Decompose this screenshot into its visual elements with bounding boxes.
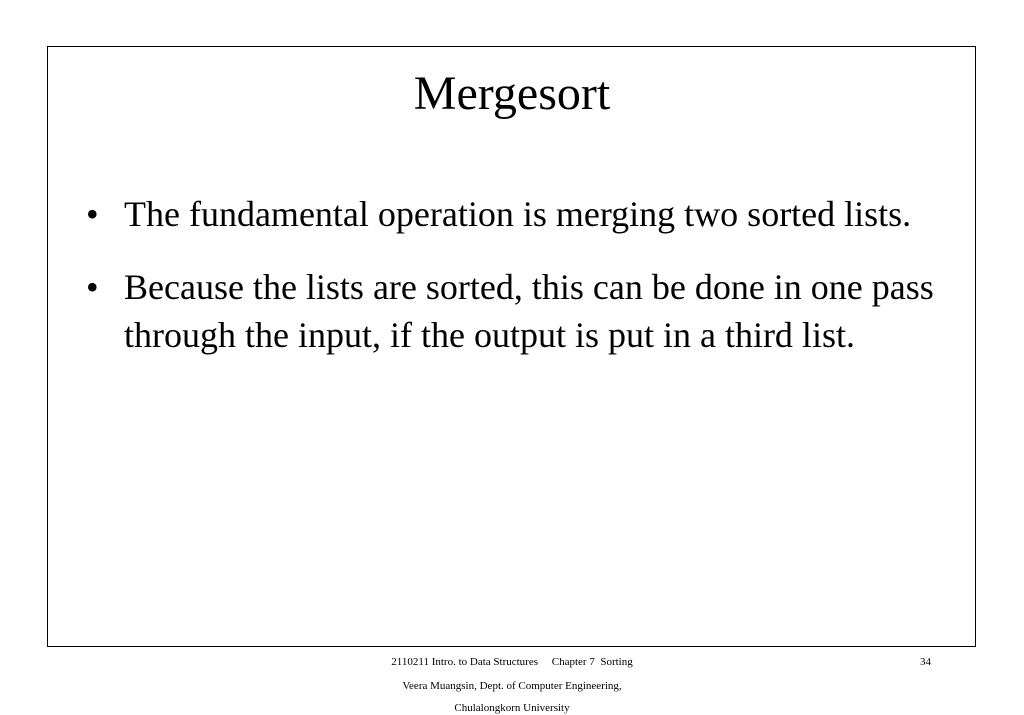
- slide-title: Mergesort: [413, 67, 611, 120]
- bullet-marker: •: [86, 267, 99, 307]
- bullet-text: Because the lists are sorted, this can be done in one pass through the input, if the output is put in a third list.: [124, 267, 934, 355]
- bullet-text: The fundamental operation is merging two sorted lists.: [124, 194, 912, 234]
- bullet-marker: •: [86, 194, 99, 234]
- footer-course-line: 2110211 Intro. to Data Structures Chapter 7 Sorting: [391, 656, 633, 668]
- footer-author-line: Veera Muangsin, Dept. of Computer Engineering,: [402, 680, 622, 692]
- bullet-list: [86, 190, 936, 384]
- bullet-item: [86, 263, 936, 359]
- page-number: 34: [920, 656, 931, 668]
- bullet-item: [86, 190, 936, 238]
- footer-university-line: Chulalongkorn University: [454, 702, 570, 714]
